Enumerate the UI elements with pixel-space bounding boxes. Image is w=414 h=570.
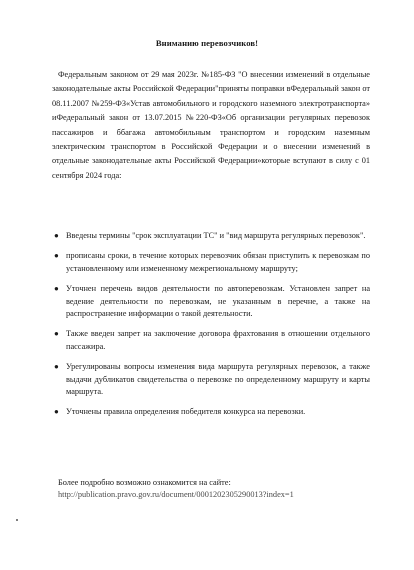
scan-mark <box>16 519 18 521</box>
bullet-icon: ● <box>54 362 59 372</box>
intro-paragraph: Федеральным законом от 29 мая 2023г. №185-ФЗ "О внесении изменений в отдельные законодательные акты Российской Федерации"приняты поправки вФедеральный закон от 08.11.2007 №259-ФЗ«Устав автомобильного и городского наземного электротранспорта» иФедеральный закон от 13.07.2015 №220-ФЗ«Об организации регулярных перевозок пассажиров и ббагажа автомобильным транспортом и городским наземным электрическим транспортом в Российской Федерации и о внесении изменений в отдельные законодательные акты Российской Федерации»которые вступают в силу с 01 сентября 2024 года: <box>52 70 370 180</box>
footer-note <box>58 477 378 500</box>
list-item <box>52 250 370 275</box>
document-title: Вниманию перевозчиков! <box>155 38 259 48</box>
list-item <box>52 230 370 242</box>
list-item <box>52 328 370 353</box>
list-item-text: Также введен запрет на заключение договора фрахтования в отношении отдельного пассажира. <box>66 329 370 351</box>
list-item <box>52 406 370 418</box>
list-item-text: Введены термины "срок эксплуатации ТС" и "вид маршрута регулярных перевозок". <box>66 231 366 240</box>
bullet-icon: ● <box>54 329 59 339</box>
list-item-text: Урегулированы вопросы изменения вида маршрута регулярных перевозок, а также выдачи дубликатов свидетельства о перевозке по определенному маршруту и карты маршрута. <box>66 362 370 397</box>
bullet-icon: ● <box>54 407 59 417</box>
footer-text: Более подробно возможно ознакомится на сайте: <box>58 478 231 487</box>
list-item <box>52 361 370 398</box>
bullet-icon: ● <box>54 284 59 294</box>
bullet-icon: ● <box>54 251 59 261</box>
changes-list <box>52 230 370 427</box>
list-item-text: прописаны сроки, в течение которых перевозчик обязан приступить к перевозкам по установленному или измененному межрегиональному маршруту; <box>66 251 370 273</box>
source-link[interactable]: http://publication.pravo.gov.ru/document/0001202305290013?index=1 <box>58 489 294 499</box>
list-item-text: Уточнен перечень видов деятельности по автоперевозкам. Установлен запрет на ведение деятельности по перевозкам, не указанным в перечне, а также на распространение информации о такой деятельности. <box>66 284 370 319</box>
list-item-text: Уточнены правила определения победителя конкурса на перевозки. <box>66 407 306 417</box>
bullet-icon: ● <box>54 231 59 240</box>
list-item <box>52 283 370 320</box>
